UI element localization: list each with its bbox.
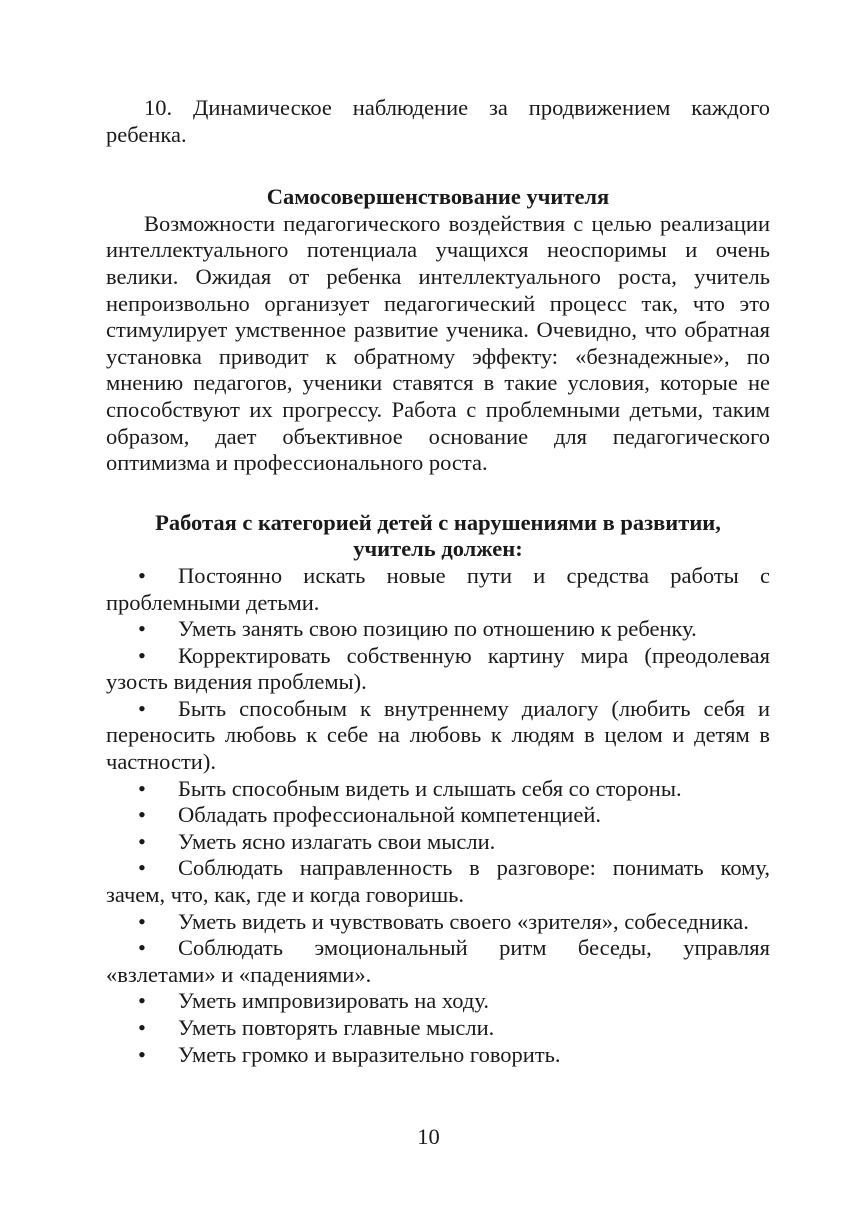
list-item-text: Корректировать собственную картину мира (преодолевая узость видения проблемы).: [106, 642, 770, 695]
list-item: [106, 643, 770, 696]
list-item: [106, 802, 770, 829]
list-item: [106, 935, 770, 988]
list-item-text: Уметь ясно излагать свои мысли.: [178, 828, 496, 854]
list-item-text: Быть способным видеть и слышать себя со стороны.: [178, 775, 682, 801]
intro-list-item: 10. Динамическое наблюдение за продвижением каждого ребенка.: [106, 95, 770, 147]
bullet-icon: •: [138, 935, 146, 961]
bullet-icon: •: [138, 1015, 146, 1040]
bullet-icon: •: [138, 616, 146, 642]
bullet-icon: •: [138, 908, 146, 934]
list-item: [106, 776, 770, 803]
bullet-icon: •: [138, 562, 146, 588]
list-item: [106, 829, 770, 856]
bullet-icon: •: [138, 828, 146, 854]
list-item: [106, 855, 770, 908]
bullet-icon: •: [138, 695, 146, 721]
list-item: [106, 563, 770, 616]
list-item: [106, 616, 770, 643]
list-item: [106, 909, 770, 936]
bullet-icon: •: [138, 855, 146, 881]
duties-list: [106, 563, 770, 1068]
list-item-text: Соблюдать эмоциональный ритм беседы, управляя «взлетами» и «падениями».: [106, 935, 770, 987]
list-item: [106, 988, 770, 1015]
section-title-teacher-duties: [106, 510, 770, 563]
page-number: 10: [417, 1124, 440, 1149]
bullet-icon: •: [138, 988, 146, 1014]
list-item: [106, 1015, 770, 1042]
bullet-icon: •: [138, 1041, 146, 1067]
list-item-text: Уметь видеть и чувствовать своего «зрителя», собеседника.: [178, 908, 749, 934]
list-item: [106, 696, 770, 776]
bullet-icon: •: [138, 802, 146, 828]
section-title-line-2: учитель должен:: [353, 536, 523, 562]
list-item: [106, 1042, 770, 1069]
section-title-line-1: Работая с категорией детей с нарушениями в развитии,: [155, 509, 721, 535]
list-item-text: Обладать профессиональной компетенцией.: [178, 802, 601, 828]
section-paragraph: Возможности педагогического воздействия с целью реализации интеллектуального потенциала учащихся неоспоримы и очень велики. Ожидая от ребенка интеллектуального роста, учитель непроизвольно организует педагогический процесс так, что это стимулирует умственное развитие ученика. Очевидно, что обратная установка приводит к обратному эффекту: «безнадежные», по мнению педагогов, ученики ставятся в такие условия, которые не способствуют их прогрессу. Работа с проблемными детьми, таким образом, дает объективное основание для педагогического оптимизма и профессионального роста.: [106, 210, 770, 476]
list-item-text: Быть способным к внутреннему диалогу (любить себя и переносить любовь к себе на любовь к людям в целом и детям в частности).: [106, 695, 770, 775]
bullet-icon: •: [138, 642, 146, 668]
list-item-text: Соблюдать направленность в разговоре: понимать кому, зачем, что, как, где и когда говоришь.: [106, 855, 770, 908]
list-item-text: Уметь повторять главные мысли.: [178, 1015, 495, 1040]
page-body: [106, 95, 770, 1068]
list-item-text: Уметь громко и выразительно говорить.: [178, 1041, 561, 1067]
section-title-self-improvement: Самосовершенствование учителя: [266, 184, 610, 210]
bullet-icon: •: [138, 775, 146, 801]
list-item-text: Уметь занять свою позицию по отношению к ребенку.: [178, 616, 697, 642]
list-item-text: Постоянно искать новые пути и средства работы с проблемными детьми.: [106, 562, 770, 615]
list-item-text: Уметь импровизировать на ходу.: [178, 988, 489, 1014]
